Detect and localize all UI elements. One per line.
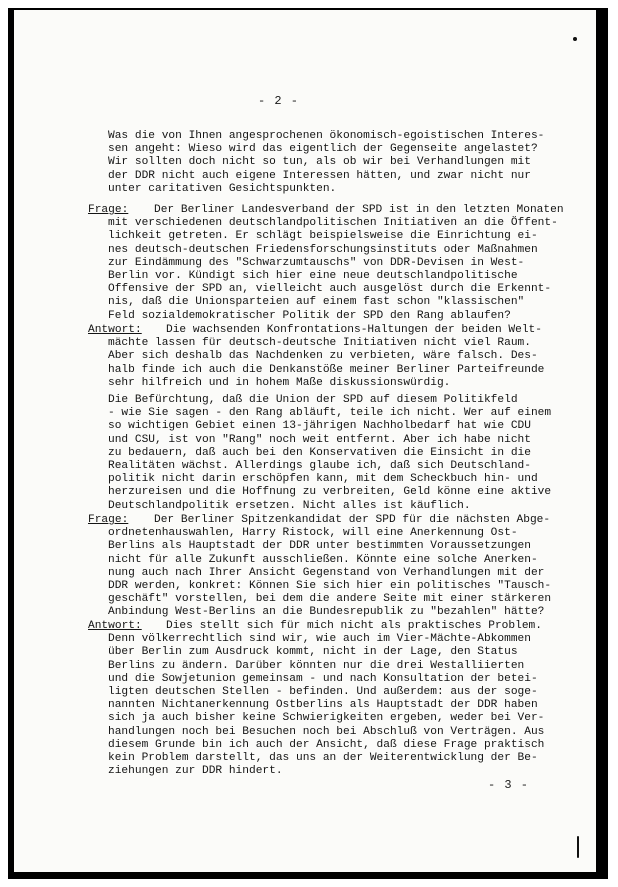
text-line: - wie Sie sagen - den Rang abläuft, teile ich nicht. Wer auf einem xyxy=(108,407,552,420)
text-line: nannten Nichtanerkennung Ostberlins als Hauptstadt der DDR haben xyxy=(108,699,538,712)
text-line: Berlins als Hauptstadt der DDR unter bestimmten Voraussetzungen xyxy=(108,540,531,553)
text-line: geschäft" vorstellen, bei dem die andere Seite mit einer stärkeren xyxy=(108,593,552,606)
question-1 xyxy=(108,204,564,323)
text-line: Was die von Ihnen angesprochenen ökonomisch-egoistischen Interes- xyxy=(108,130,545,142)
text-line: Realitäten wächst. Allerdings glaube ich, daß sich Deutschland- xyxy=(108,460,531,473)
text-line: Der Berliner Spitzenkandidat der SPD für die nächsten Abge- xyxy=(154,514,551,526)
text-line: diesem Grunde bin ich auch der Ansicht, daß diese Frage praktisch xyxy=(108,738,545,751)
text-line: zur Eindämmung des "Schwarzumtauschs" von DDR-Devisen in West- xyxy=(108,256,525,269)
text-line: nis, daß die Unionsparteien auf einem fast schon "klassischen" xyxy=(108,296,525,309)
text-line: lichkeit getreten. Er schlägt beispielsweise die Einrichtung ei- xyxy=(108,230,538,243)
text-line: nes deutsch-deutschen Friedensforschungsinstituts oder Maßnahmen xyxy=(108,243,538,256)
text-line: politik nicht darin erschöpfen kann, mit dem Scheckbuch hin- und xyxy=(108,473,538,486)
intro-paragraph xyxy=(108,130,544,196)
text-line: Feld sozialdemokratischer Politik der SPD den Rang ablaufen? xyxy=(108,309,511,322)
text-line: sen angeht: Wieso wird das eigentlich der Gegenseite angelastet? xyxy=(108,143,538,156)
text-line: Dies stellt sich für mich nicht als praktisches Problem. xyxy=(166,620,542,632)
text-line: Der Berliner Landesverband der SPD ist in den letzten Monaten xyxy=(154,204,564,216)
text-line: mächte lassen für deutsch-deutsche Initiativen nicht viel Raum. xyxy=(108,337,531,350)
page-number-top: - 2 - xyxy=(258,94,300,108)
text-line: sehr hilfreich und in hohem Maße diskussionswürdig. xyxy=(108,376,451,389)
question-2 xyxy=(108,514,551,620)
answer-2 xyxy=(108,620,544,778)
text-line: Offensive der SPD an, vielleicht auch ausgelöst durch die Erkennt- xyxy=(108,283,552,296)
text-line: Wir sollten doch nicht so tun, als ob wir bei Verhandlungen mit xyxy=(108,156,531,169)
text-line: zu bedauern, daß auch bei den Konservativen die Einsicht in die xyxy=(108,446,531,459)
text-line: und CSU, ist von "Rang" noch weit entfernt. Aber ich habe nicht xyxy=(108,433,531,446)
scan-speck xyxy=(573,37,577,41)
text-line: und die Sowjetunion gemeinsam - und nach Konsultation der betei- xyxy=(108,672,538,685)
text-line: Deutschlandpolitik ersetzen. Nicht alles ist käuflich. xyxy=(108,499,471,512)
text-line: über Berlin zum Ausdruck kommt, nicht in der Lage, den Status xyxy=(108,646,518,659)
text-line: kein Problem darstellt, das uns an der Weiterentwicklung der Be- xyxy=(108,752,538,765)
answer-1 xyxy=(108,324,544,390)
text-line: nung auch nach Ihrer Ansicht Gegenstand von Verhandlungen mit der xyxy=(108,566,545,579)
text-line: ligten deutschen Stellen - befinden. Und außerdem: aus der soge- xyxy=(108,686,538,699)
text-line: nicht für alle Zukunft ausschließen. Könnte eine solche Anerken- xyxy=(108,553,538,566)
page-number-bottom: - 3 - xyxy=(488,778,530,792)
text-line: der DDR nicht auch eigene Interessen hätten, und zwar nicht nur xyxy=(108,169,531,182)
scan-speck xyxy=(577,836,579,858)
text-line: Anbindung West-Berlins an die Bundesrepublik zu "bezahlen" hätte? xyxy=(108,606,545,619)
text-line: Die wachsenden Konfrontations-Haltungen der beiden Welt- xyxy=(166,324,542,336)
text-line: Berlins zu ändern. Darüber könnten nur die drei Westalliierten xyxy=(108,659,525,672)
text-line: ziehungen zur DDR hindert. xyxy=(108,765,283,778)
question-label: Frage: xyxy=(88,204,129,216)
text-line: DDR werden, konkret: Können Sie sich hier ein politisches "Tausch- xyxy=(108,580,552,593)
text-line: Aber sich deshalb das Nachdenken zu verbieten, wäre falsch. Des- xyxy=(108,350,538,363)
text-line: Berlin vor. Kündigt sich hier eine neue deutschlandpolitische xyxy=(108,270,518,283)
text-line: so wichtigen Gebiet einen 13-jährigen Nachholbedarf hat wie CDU xyxy=(108,420,531,433)
text-line: Denn völkerrechtlich sind wir, wie auch im Vier-Mächte-Abkommen xyxy=(108,633,531,646)
text-line: herzureisen und die Hoffnung zu verbreiten, Geld könne eine aktive xyxy=(108,486,552,499)
text-line: unter caritativen Gesichtspunkten. xyxy=(108,182,337,195)
answer-1-continued xyxy=(108,394,551,513)
text-line: ordnetenhauswahlen, Harry Ristock, will eine Anerkennung Ost- xyxy=(108,527,518,540)
question-label: Frage: xyxy=(88,514,129,526)
text-line: halb finde ich auch die Denkanstöße meiner Berliner Parteifreunde xyxy=(108,363,545,376)
answer-label: Antwort: xyxy=(88,620,142,632)
text-line: handlungen noch bei Besuchen noch bei Abschluß von Verträgen. Aus xyxy=(108,725,545,738)
answer-label: Antwort: xyxy=(88,324,142,336)
text-line: mit verschiedenen deutschlandpolitischen Initiativen an die Öffent- xyxy=(108,217,558,230)
text-line: sich ja auch bisher keine Schwierigkeiten ergeben, weder bei Ver- xyxy=(108,712,545,725)
text-line: Die Befürchtung, daß die Union der SPD auf diesem Politikfeld xyxy=(108,394,518,406)
